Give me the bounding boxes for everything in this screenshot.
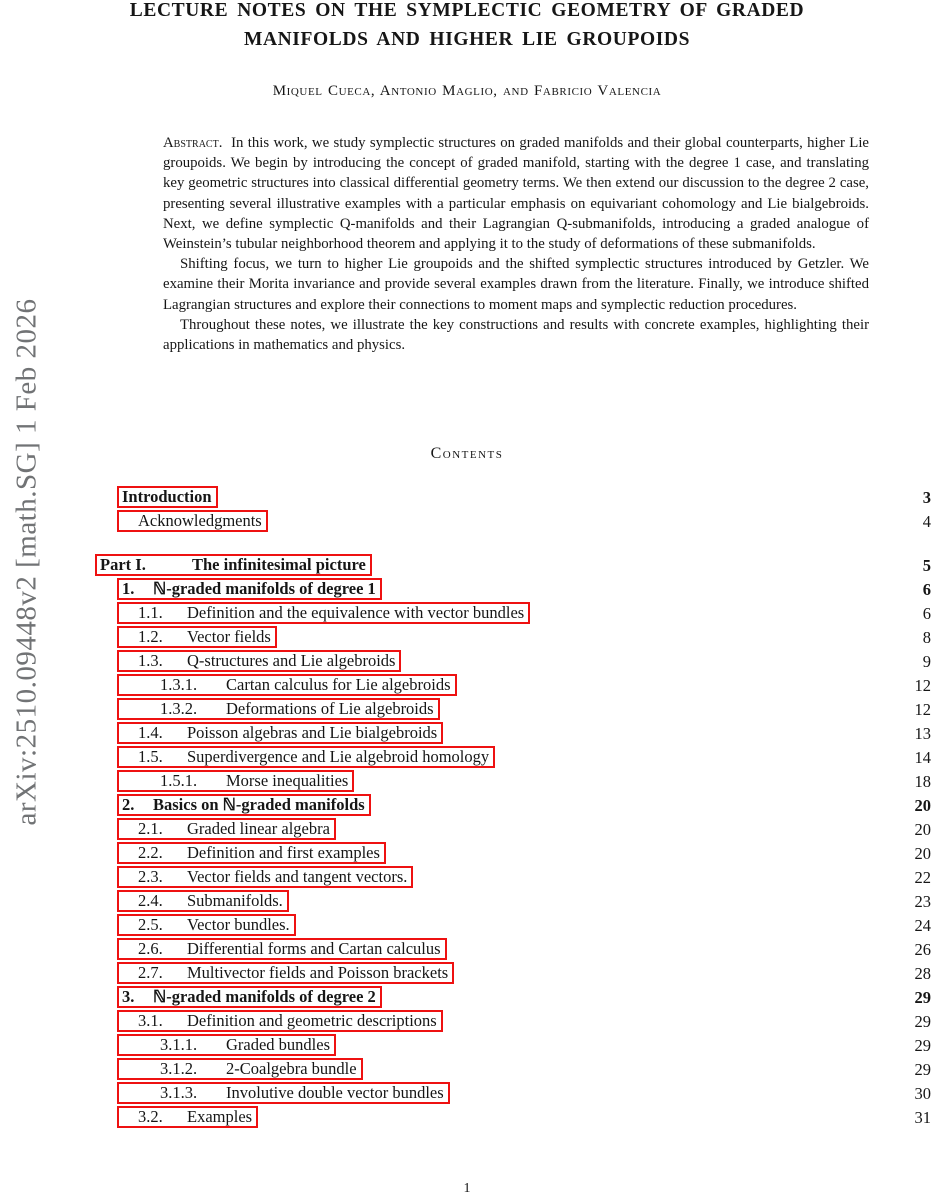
paper-title-line-2: MANIFOLDS AND HIGHER LIE GROUPOIDS <box>243 28 691 50</box>
toc-entry <box>95 674 931 698</box>
toc-entry-number: Part I. <box>100 554 146 574</box>
toc-entry <box>95 866 931 890</box>
toc-page-number: 12 <box>914 700 931 720</box>
toc-entry <box>95 578 931 602</box>
paper-title-line-1: LECTURE NOTES ON THE SYMPLECTIC GEOMETRY OF GRADED <box>129 0 805 21</box>
toc-entry-number: 3.1. <box>138 1010 163 1030</box>
toc-page-number: 30 <box>914 1084 931 1104</box>
toc-entry <box>95 986 931 1010</box>
toc-entry-label: Poisson algebras and Lie bialgebroids <box>187 722 438 742</box>
toc-entry-label: Basics on ℕ-graded manifolds <box>153 794 365 814</box>
authors-line: Miquel Cueca, Antonio Maglio, and Fabricio Valencia <box>272 83 662 99</box>
toc-page-number: 26 <box>914 940 931 960</box>
toc-entry-number: 2.4. <box>138 890 163 910</box>
toc-entry-number: 3. <box>122 986 135 1006</box>
toc-link[interactable] <box>117 890 289 912</box>
toc-link[interactable] <box>117 794 371 816</box>
toc-entry <box>95 770 931 794</box>
toc-entry-number: 1.5.1. <box>160 770 198 790</box>
table-of-contents <box>95 486 931 1130</box>
toc-entry-label: The infinitesimal picture <box>192 554 366 574</box>
toc-entry-label: Introduction <box>122 486 212 506</box>
toc-entry-number: 1.3.1. <box>160 674 198 694</box>
toc-entry-label: Differential forms and Cartan calculus <box>187 938 441 958</box>
toc-link[interactable] <box>117 770 354 792</box>
toc-entry-number: 2. <box>122 794 135 814</box>
toc-entry-label: Submanifolds. <box>187 890 283 910</box>
toc-entry <box>95 486 931 510</box>
toc-page-number: 20 <box>914 796 931 816</box>
toc-entry-number: 1.1. <box>138 602 163 622</box>
toc-entry-number: 3.1.3. <box>160 1082 198 1102</box>
toc-link[interactable] <box>117 578 382 600</box>
toc-page-number: 3 <box>922 488 931 508</box>
toc-entry <box>95 722 931 746</box>
toc-page-number: 20 <box>914 820 931 840</box>
arxiv-stamp: arXiv:2510.09448v2 [math.SG] 1 Feb 2026 <box>10 298 43 826</box>
abstract-paragraph-1 <box>163 133 869 254</box>
toc-entry-number: 1.2. <box>138 626 163 646</box>
toc-entry-number: 3.1.1. <box>160 1034 198 1054</box>
toc-entry <box>95 554 931 578</box>
toc-entry-label: Involutive double vector bundles <box>226 1082 444 1102</box>
toc-entry-number: 1. <box>122 578 135 598</box>
toc-link[interactable] <box>117 486 218 508</box>
toc-entry <box>95 914 931 938</box>
toc-entry <box>95 602 931 626</box>
toc-page-number: 6 <box>922 604 931 624</box>
toc-link[interactable] <box>117 722 443 744</box>
toc-entry-number: 3.1.2. <box>160 1058 198 1078</box>
toc-page-number: 29 <box>914 1060 931 1080</box>
toc-link[interactable] <box>117 602 530 624</box>
toc-page-number: 29 <box>914 1012 931 1032</box>
toc-page-number: 29 <box>914 988 931 1008</box>
toc-page-number: 12 <box>914 676 931 696</box>
toc-entry-number: 2.5. <box>138 914 163 934</box>
toc-link[interactable] <box>117 510 268 532</box>
toc-page-number: 22 <box>914 868 931 888</box>
toc-entry-number: 1.3. <box>138 650 163 670</box>
toc-entry-label: Q-structures and Lie algebroids <box>187 650 396 670</box>
toc-entry-label: Multivector fields and Poisson brackets <box>187 962 449 982</box>
toc-page-number: 13 <box>914 724 931 744</box>
toc-entry-label: Definition and the equivalence with vector bundles <box>187 602 525 622</box>
toc-entry-label: 2-Coalgebra bundle <box>226 1058 357 1078</box>
abstract <box>163 133 869 355</box>
toc-entry <box>95 938 931 962</box>
toc-page-number: 24 <box>914 916 931 936</box>
toc-page-number: 28 <box>914 964 931 984</box>
toc-entry-label: Definition and geometric descriptions <box>187 1010 437 1030</box>
toc-entry-label: Graded bundles <box>226 1034 331 1054</box>
toc-entry <box>95 1106 931 1130</box>
toc-link[interactable] <box>117 1010 443 1032</box>
toc-link[interactable] <box>95 554 372 576</box>
toc-link[interactable] <box>117 842 386 864</box>
toc-page-number: 23 <box>914 892 931 912</box>
toc-entry <box>95 1058 931 1082</box>
toc-link[interactable] <box>117 1058 363 1080</box>
toc-entry-label: Deformations of Lie algebroids <box>226 698 434 718</box>
toc-entry-label: Graded linear algebra <box>187 818 330 838</box>
toc-entry-number: 3.2. <box>138 1106 163 1126</box>
toc-entry-label: Vector bundles. <box>187 914 290 934</box>
toc-page-number: 8 <box>922 628 931 648</box>
toc-entry-label: Vector fields and tangent vectors. <box>187 866 408 886</box>
toc-link[interactable] <box>117 698 440 720</box>
toc-entry-label: Examples <box>187 1106 253 1126</box>
toc-entry-label: Vector fields <box>187 626 271 646</box>
toc-entry <box>95 842 931 866</box>
toc-entry-number: 1.5. <box>138 746 163 766</box>
contents-heading: Contents <box>430 445 504 463</box>
toc-link[interactable] <box>117 650 401 672</box>
toc-entry-label: Cartan calculus for Lie algebroids <box>226 674 451 694</box>
toc-link[interactable] <box>117 746 495 768</box>
toc-page-number: 29 <box>914 1036 931 1056</box>
toc-entry-label: Superdivergence and Lie algebroid homology <box>187 746 490 766</box>
toc-page-number: 31 <box>914 1108 931 1128</box>
toc-entry <box>95 794 931 818</box>
toc-entry-number: 2.3. <box>138 866 163 886</box>
toc-entry-number: 2.7. <box>138 962 163 982</box>
toc-spacer <box>95 534 931 554</box>
toc-entry <box>95 746 931 770</box>
toc-entry <box>95 818 931 842</box>
abstract-paragraph-2: Shifting focus, we turn to higher Lie groupoids and the shifted symplectic structures introduced by Getzler. We examine their Morita invariance and provide several examples drawn from the literature. Finally, we introduce shifted Lagrangian structures and explore their connections to moment maps and symplectic reduction procedures. <box>163 256 869 313</box>
toc-entry-label: Morse inequalities <box>226 770 349 790</box>
toc-link[interactable] <box>117 914 296 936</box>
toc-link[interactable] <box>117 1082 450 1104</box>
abstract-label: Abstract. <box>163 135 223 151</box>
abstract-paragraph-1-text: In this work, we study symplectic structures on graded manifolds and their global counterparts, higher Lie groupoids. We begin by introducing the concept of graded manifold, starting with the degree 1 case, and translating key geometric structures into classical differential geometry terms. We then extend our discussion to the degree 2 case, presenting several illustrative examples with a particular emphasis on equivariant cohomology and Lie bialgebroids. Next, we define symplectic Q-manifolds and their Lagrangian Q-submanifolds, introducing a graded analogue of Weinstein’s tubular neighborhood theorem and applying it to the study of deformations of these submanifolds. <box>163 135 869 253</box>
paper-title <box>47 0 887 54</box>
toc-page-number: 6 <box>922 580 931 600</box>
toc-page-number: 9 <box>922 652 931 672</box>
toc-entry-number: 1.4. <box>138 722 163 742</box>
toc-entry-number: 2.6. <box>138 938 163 958</box>
toc-entry-label: Acknowledgments <box>138 510 262 530</box>
toc-entry-label: Definition and first examples <box>187 842 380 862</box>
toc-entry <box>95 962 931 986</box>
toc-entry-label: ℕ-graded manifolds of degree 1 <box>153 578 376 598</box>
toc-page-number: 14 <box>914 748 931 768</box>
toc-entry-number: 1.3.2. <box>160 698 198 718</box>
toc-link[interactable] <box>117 866 413 888</box>
toc-entry-label: ℕ-graded manifolds of degree 2 <box>153 986 376 1006</box>
toc-entry <box>95 650 931 674</box>
toc-entry <box>95 510 931 534</box>
toc-link[interactable] <box>117 1034 336 1056</box>
toc-page-number: 20 <box>914 844 931 864</box>
toc-page-number: 18 <box>914 772 931 792</box>
abstract-paragraph-3: Throughout these notes, we illustrate the key constructions and results with concrete examples, highlighting their applications in mathematics and physics. <box>163 316 869 354</box>
toc-entry <box>95 626 931 650</box>
page-footer-number: 1 <box>463 1181 471 1196</box>
toc-entry-number: 2.1. <box>138 818 163 838</box>
toc-link[interactable] <box>117 986 382 1008</box>
toc-page-number: 4 <box>922 512 931 532</box>
toc-entry <box>95 1010 931 1034</box>
toc-link[interactable] <box>117 674 457 696</box>
toc-entry <box>95 890 931 914</box>
toc-entry <box>95 1034 931 1058</box>
toc-entry <box>95 698 931 722</box>
toc-link[interactable] <box>117 938 447 960</box>
toc-link[interactable] <box>117 962 454 984</box>
toc-entry <box>95 1082 931 1106</box>
toc-link[interactable] <box>117 1106 258 1128</box>
toc-entry-number: 2.2. <box>138 842 163 862</box>
toc-link[interactable] <box>117 626 277 648</box>
toc-page-number: 5 <box>922 556 931 576</box>
toc-link[interactable] <box>117 818 336 840</box>
